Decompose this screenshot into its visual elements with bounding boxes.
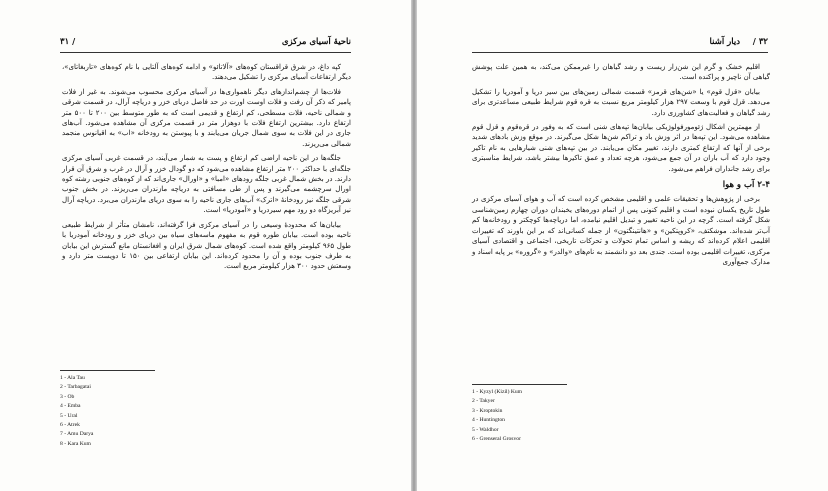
left-page-footnotes	[60, 370, 200, 449]
footnote: 2 - Tarbagatai	[60, 384, 91, 391]
footnote: 4 - Huntington	[472, 417, 505, 424]
right-page-number: ۳۲ /	[752, 37, 768, 47]
right-page-title: دیار آشنا	[709, 37, 740, 47]
footnote: 1 - Ala Tau	[60, 375, 85, 381]
left-page-number: / ۳۱	[60, 37, 76, 47]
paragraph: کپه داغ، در شرق قراقستان کوه‌های «آلاتائو» و ادامه کوه‌های آلتایی با نام کوه‌های «تاربغاتای»، دیگر ارتفاعات آسیای مرکزی را تشکیل می‌دهند.	[62, 63, 351, 82]
paragraph: بیابان «قزل قوم» یا «شن‌های قرمز» قسمت شمالی زمین‌های بین سیر دریا و آمودریا را تشکیل می‌دهد. قزل قوم با وسعت ۲۹۷ هزار کیلومتر مربع نسبت به قره قوم شرایط طبیعی مساعدتری برای رشد گیاهان و فعالیت‌های کشاورزی دارد.	[472, 87, 770, 117]
right-page	[417, 0, 828, 491]
footnote: 8 - Kara Kum	[60, 440, 91, 447]
footnote-separator	[60, 370, 155, 371]
right-page-body	[472, 62, 770, 271]
footnote: 2 - Takyer	[472, 398, 495, 405]
left-page-title: ناحیهٔ آسیای مرکزی	[281, 37, 351, 47]
footnote: 4 - Emba	[60, 403, 81, 410]
paragraph: بیابان‌ها که محدودهٔ وسیعی را در آسیای مرکزی فرا گرفته‌اند، نامشان متأثر از شرایط طبیعی ناحیه بوده است. بیابان طوره قوم به مفهوم ماسه‌های سیاه بین دریای خزر و رودخانه آمودریا با طول ۹۶۵ کیلومتر واقع شده است. کوه‌های شمال شرق ایران و افغانستان مانع گسترش این بیابان به طرف جنوب بوده و آن را محدود کرده‌اند. این بیابان ارتفاعی بین ۱۵۰ تا دویست متر دارد و وسعتش حدود ۳۰۰ هزار کیلومتر مربع است.	[62, 220, 351, 271]
header-rule	[60, 52, 351, 53]
footnote-separator	[472, 384, 567, 385]
left-page	[0, 0, 411, 491]
footnote: 3 - Ob	[60, 393, 75, 400]
footnote: 6 - Grenseral Grosvor	[472, 436, 521, 443]
paragraph: فلات‌ها از چشم‌اندازهای دیگر ناهمواری‌ها در آسیای مرکزی محسوب می‌شوند. به غیر از فلات پامیر که ذکر آن رفت و فلات اوست اورت در حد فاصل دریای خزر و دریاچه آرال، در قسمت شرقی و شمالی ناحیه، فلات مسطحی، کم ارتفاع و قدیمی است که به طور متوسط بین ۲۰۰ تا ۵۰۰ متر ارتفاع دارد. بیشترین ارتفاع فلات با دوهزار متر در قسمت مرکزی آن مشاهده می‌شود. آب‌های جاری در این فلات به سوی شمال جریان می‌یابند و با پیوستن به رودخانه «اب» به اقیانوس منجمد شمالی می‌ریزند.	[62, 87, 352, 148]
right-page-header	[472, 37, 768, 51]
left-page-body	[62, 62, 351, 276]
footnote: 1 - Kyzyl (Kizil) Kum	[472, 389, 523, 395]
paragraph: از مهمترین اشکال ژئومورفولوژیکی بیابان‌ها تپه‌های شنی است که به وفور در قره‌قوم و قزل قوم مشاهده می‌شود. این تپه‌ها در اثر وزش باد و تراکم شن‌ها شکل می‌گیرند. در موقع وزش بادهای شدید برخی از آنها که ارتفاع کمتری دارند، تغییر مکان می‌یابند. در بین تپه‌های شنی شیارهایی به نام تاکیر وجود دارد که آب باران در آن جمع می‌شود، هرچه تعداد و عمق تاکیرها بیشتر باشد، شرایط مناسبتری برای رشد جانداران فراهم می‌شود.	[472, 123, 770, 173]
left-page-header	[60, 37, 351, 51]
right-page-footnotes	[472, 384, 612, 444]
section-heading: ۲-۴ آب و هوا	[722, 180, 770, 191]
paragraph: برخی از پژوهش‌ها و تحقیقات علمی و اقلیمی مشخص کرده است که آب و هوای آسیای مرکزی در طول تاریخ یکسان نبوده است و اقلیم کنونی پس از اتمام دوره‌های یخبندان دوران چهارم زمین‌شناسی شکل گرفته است. گرچه در این ناحیه تغییر و تبدیل اقلیم نیامده، اما دریاچه‌ها کوچکتر و رودخانه‌ها کم آب‌تر شده‌اند. موشکتف، «کروپتکین» و «هانتینگتون» از جمله کسانی‌اند که بر این باورند که تغییرات اقلیمی اعلام کرده‌اند که ریشه و اساس تمام تحولات و تحرکات تاریخی، اجتماعی و اقتصادی آسیای مرکزی، تغییرات اقلیمی بوده است. جندی بعد دو دانشمند به نام‌های «والدر» و «گروره» بر پایه اسناد و مدارک جمع‌آوری	[472, 195, 770, 266]
footnote: 7 - Amu Darya	[60, 431, 94, 438]
footnote: 6 - Atrek	[60, 422, 80, 429]
paragraph: اقلیم خشک و گرم این شن‌زار زیست و رشد گیاهان را غیرممکن می‌کند، به همین علت پوشش گیاهی آن ناچیز و پراکنده است.	[472, 63, 770, 82]
paragraph: جلگه‌ها در این ناحیه اراضی کم ارتفاع و پست به شمار می‌آیند، در قسمت غربی آسیای مرکزی جلگه‌ای با حداکثر ۲۰۰ متر ارتفاع مشاهده می‌شود که دو گودال خزر و آرال در غرب و شرق آن قرار دارند. در بخش شمال غربی جلگه رودهای «امبا» و «اورال» جاری‌اند که از کوه‌های جنوبی رشته کوه اورال سرچشمه می‌گیرند و پس از طی مسافتی به دریاچه مازندران می‌ریزند. در بخش جنوب شرقی جلگه نیز رودخانهٔ «اترک» آب‌های جاری ناحیه را به سوی دریای مازندران می‌برد. دریاچه آرال نیز آبریزگاه دو رود مهم سیردریا و «آمودریا» است.	[62, 154, 352, 215]
header-rule	[472, 52, 768, 53]
footnote: 5 - Waldhor	[472, 426, 499, 433]
footnote: 5 - Ural	[60, 412, 78, 419]
footnote: 3 - Kroptokin	[472, 407, 503, 414]
